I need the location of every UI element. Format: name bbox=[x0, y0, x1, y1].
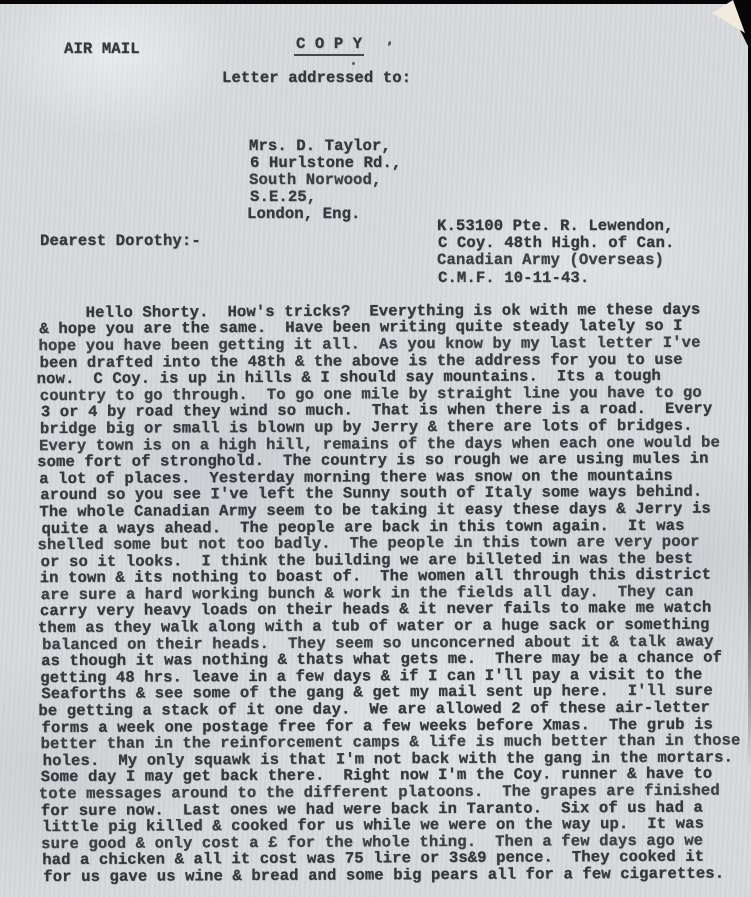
letter-line: be getting a stack of it one day. We are allowed 2 of these air-letter bbox=[38, 698, 710, 721]
letter-line: 3 or 4 by road they wind so much. That is when there is a road. Every bbox=[40, 399, 713, 422]
paper-speck bbox=[387, 41, 391, 47]
salutation: Dearest Dorothy:- bbox=[40, 232, 201, 250]
address-intro: Letter addressed to: bbox=[222, 69, 412, 87]
letter-line: Some day I may get back there. Right now I'm the Coy. runner & have to bbox=[40, 764, 713, 787]
letter-line: Every town is on a high hill, remains of the days when each one would be bbox=[38, 433, 721, 455]
letter-line: around so you see I've left the Sunny south of Italy some ways behind. bbox=[40, 482, 703, 505]
sender-address-line: K.53100 Pte. R. Lewendon, bbox=[437, 216, 674, 235]
letter-line: balanced on their heads. They seem so unconcerned about it & talk away bbox=[41, 632, 714, 654]
letter-line: for us gave us wine & bread and some big pears all for a few cigarettes. bbox=[43, 864, 725, 887]
recipient-address bbox=[249, 86, 401, 224]
sender-address-line: C.M.F. 10-11-43. bbox=[438, 268, 590, 287]
letter-line: The whole Canadian Army seem to be taking it easy these days & Jerry is bbox=[39, 499, 711, 522]
letter-line: better than in the reinforcement camps & life is much better than in those bbox=[40, 731, 741, 754]
letter-line: hope you have been getting it all. As you know by my last letter I've bbox=[38, 333, 701, 356]
letter-line: little pig killed & cooked for us while we were on the way up. It was bbox=[41, 814, 705, 837]
letter-line: country to go through. To go one mile by straight line you have to go bbox=[39, 383, 702, 405]
letter-line: some fort of stronghold. The country is so rough we are using mules in bbox=[37, 449, 709, 472]
letter-line: are sure a hard working bunch & work in the fields all day. They can bbox=[40, 582, 694, 604]
paper-speck bbox=[352, 62, 355, 65]
letter-line: or so it looks. I think the building we are billeted in was the best bbox=[40, 549, 694, 571]
copy-heading: C O P Y bbox=[294, 35, 364, 56]
letter-line: been drafted into the 48th & the above is the address for you to use bbox=[39, 350, 683, 372]
letter-line: had a chicken & all it cost was 75 lire or 3s&9 pence. They cooked it bbox=[42, 847, 705, 870]
letter-line: a lot of places. Yesterday morning there was snow on the mountains bbox=[39, 466, 673, 488]
letter-line: carry very heavy loads on their heads & it never fails to make me watch bbox=[39, 599, 712, 621]
letter-line: Hello Shorty. How's tricks? Everything is ok with me these days bbox=[38, 300, 701, 322]
scan-edge-top bbox=[0, 0, 751, 4]
recipient-address-line: 6 Hurlstone Rd., bbox=[250, 153, 402, 172]
letter-line: them as they walk along with a tub of water or a huge sack or something bbox=[37, 615, 710, 638]
letter-line: forms a week one postage free for a few weeks before Xmas. The grub is bbox=[41, 715, 714, 737]
letter-line: now. C Coy. is up in hills & I should say mountains. Its a tough bbox=[36, 367, 661, 389]
letter-line: holes. My only squawk is that I'm not back with the gang in the mortars. bbox=[42, 748, 734, 770]
letter-line: for sure now. Last ones we had were back in Taranto. Six of us had a bbox=[40, 798, 703, 820]
recipient-address-line: S.E.25, bbox=[250, 188, 317, 207]
letter-line: shelled some but not too badly. The people in this town are very poor bbox=[37, 532, 700, 555]
recipient-address-line: Mrs. D. Taylor, bbox=[249, 136, 391, 155]
recipient-address-line: London, Eng. bbox=[247, 205, 361, 224]
letter-line: quite a ways ahead. The people are back in this town again. It was bbox=[41, 516, 685, 538]
letter-line: sure good & only cost a £ for the whole thing. Then a few days ago we bbox=[41, 831, 704, 853]
sender-address-line: Canadian Army (Overseas) bbox=[437, 251, 664, 270]
letter-line: in town & its nothing to boast of. The women all through this district bbox=[39, 565, 712, 588]
recipient-address-line: South Norwood, bbox=[249, 171, 382, 190]
sender-address-line: C Coy. 48th High. of Can. bbox=[438, 234, 675, 253]
air-mail-label: AIR MAIL bbox=[64, 40, 140, 58]
letter-line: tote messages around to the different platoons. The grapes are finished bbox=[38, 781, 720, 804]
letter-line: & hope you are the same. Have been writing quite steady lately so I bbox=[39, 317, 683, 339]
letter-line: getting 48 hrs. leave in a few days & if I can I'll pay a visit to the bbox=[40, 665, 703, 687]
letter-line: bridge big or small is blown up by Jerry & there are lots of bridges. bbox=[39, 416, 693, 439]
letter-line: as though it was nothing & thats what gets me. There may be a chance of bbox=[41, 648, 723, 671]
letter-body bbox=[38, 251, 741, 885]
letter-line: Seaforths & see some of the gang & get my mail sent up here. I'll sure bbox=[41, 682, 713, 704]
